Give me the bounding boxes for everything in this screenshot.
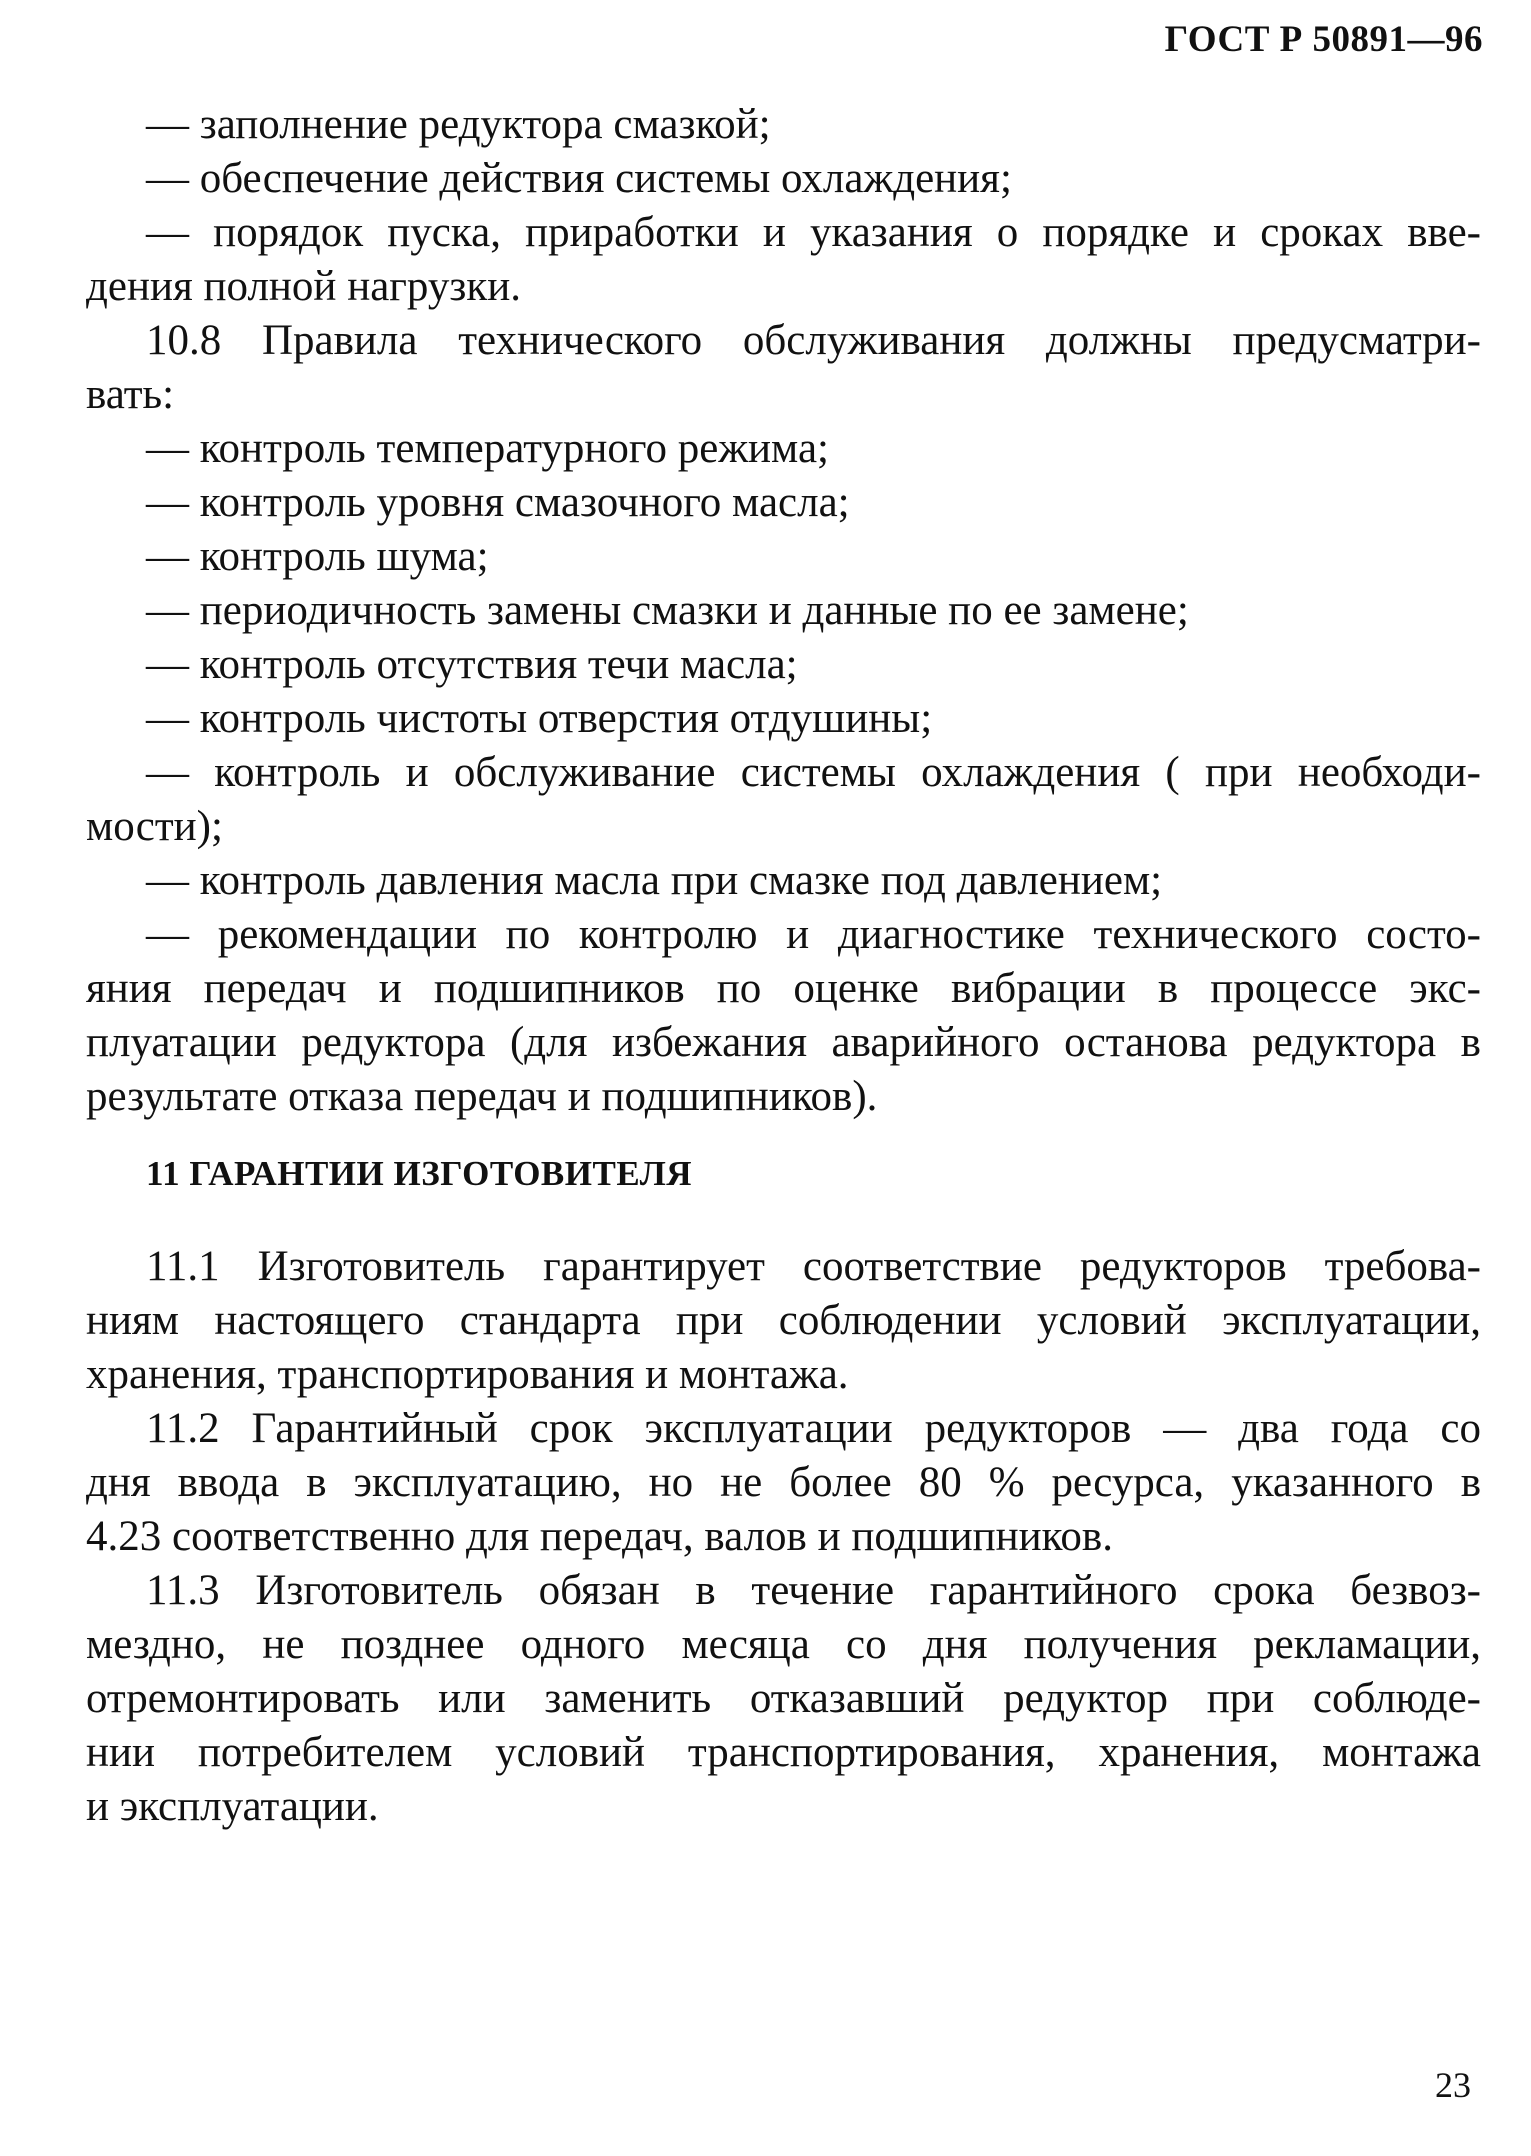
section11-text-line: хранения, транспортирования и монтажа. [86,1351,849,1398]
section11-text-line: 4.23 соответственно для передач, валов и подшипников. [86,1513,1113,1560]
section10-text-line: — контроль отсутствия течи масла; [146,641,798,688]
section-10-continued-text [86,98,1481,1124]
section10-text-line: яния передач и подшипников по оценке вибрации в процессе экс- [86,965,1481,1012]
section10-text-line: — порядок пуска, приработки и указания о порядке и сроках вве- [146,209,1481,256]
section10-text-line: — обеспечение действия системы охлаждения; [146,155,1012,202]
section11-text-line: 11.2 Гарантийный срок эксплуатации редукторов — два года со [146,1405,1481,1452]
page-number: 23 [1435,2065,1471,2105]
section11-text-line: 11.3 Изготовитель обязан в течение гарантийного срока безвоз- [146,1567,1481,1614]
section11-text-line: 11.1 Изготовитель гарантирует соответствие редукторов требова- [146,1243,1481,1290]
section11-text-line: и эксплуатации. [86,1783,379,1830]
section11-text-line: ниям настоящего стандарта при соблюдении условий эксплуатации, [86,1297,1481,1344]
section10-text-line: мости); [86,803,223,850]
section10-text-line: — контроль чистоты отверстия отдушины; [146,695,933,742]
section-11-heading: 11 ГАРАНТИИ ИЗГОТОВИТЕЛЯ [146,1154,693,1193]
section11-text-line: дня ввода в эксплуатацию, но не более 80 % ресурса, указанного в [86,1459,1481,1506]
section10-text-line: 10.8 Правила технического обслуживания должны предусматри- [146,317,1481,364]
standard-header: ГОСТ Р 50891—96 [1164,19,1483,60]
section10-text-line: — контроль шума; [146,533,489,580]
section10-text-line: — заполнение редуктора смазкой; [146,101,771,148]
section10-text-line: — рекомендации по контролю и диагностике технического состо- [146,911,1481,958]
section11-text-line: отремонтировать или заменить отказавший редуктор при соблюде- [86,1675,1481,1722]
section10-text-line: — контроль и обслуживание системы охлаждения ( при необходи- [146,749,1481,796]
section11-text-line: нии потребителем условий транспортирования, хранения, монтажа [86,1729,1481,1776]
section-11-text [86,1240,1481,1834]
section11-text-line: мездно, не позднее одного месяца со дня получения рекламации, [86,1621,1481,1668]
section10-text-line: — контроль температурного режима; [146,425,830,472]
section10-text-line: — контроль уровня смазочного масла; [146,479,850,526]
section10-text-line: вать: [86,371,175,418]
section10-text-line: — контроль давления масла при смазке под давлением; [146,857,1163,904]
section10-text-line: результате отказа передач и подшипников). [86,1073,878,1120]
section10-text-line: дения полной нагрузки. [86,263,521,310]
section10-text-line: — периодичность замены смазки и данные по ее замене; [146,587,1189,634]
section10-text-line: плуатации редуктора (для избежания аварийного останова редуктора в [86,1019,1481,1066]
